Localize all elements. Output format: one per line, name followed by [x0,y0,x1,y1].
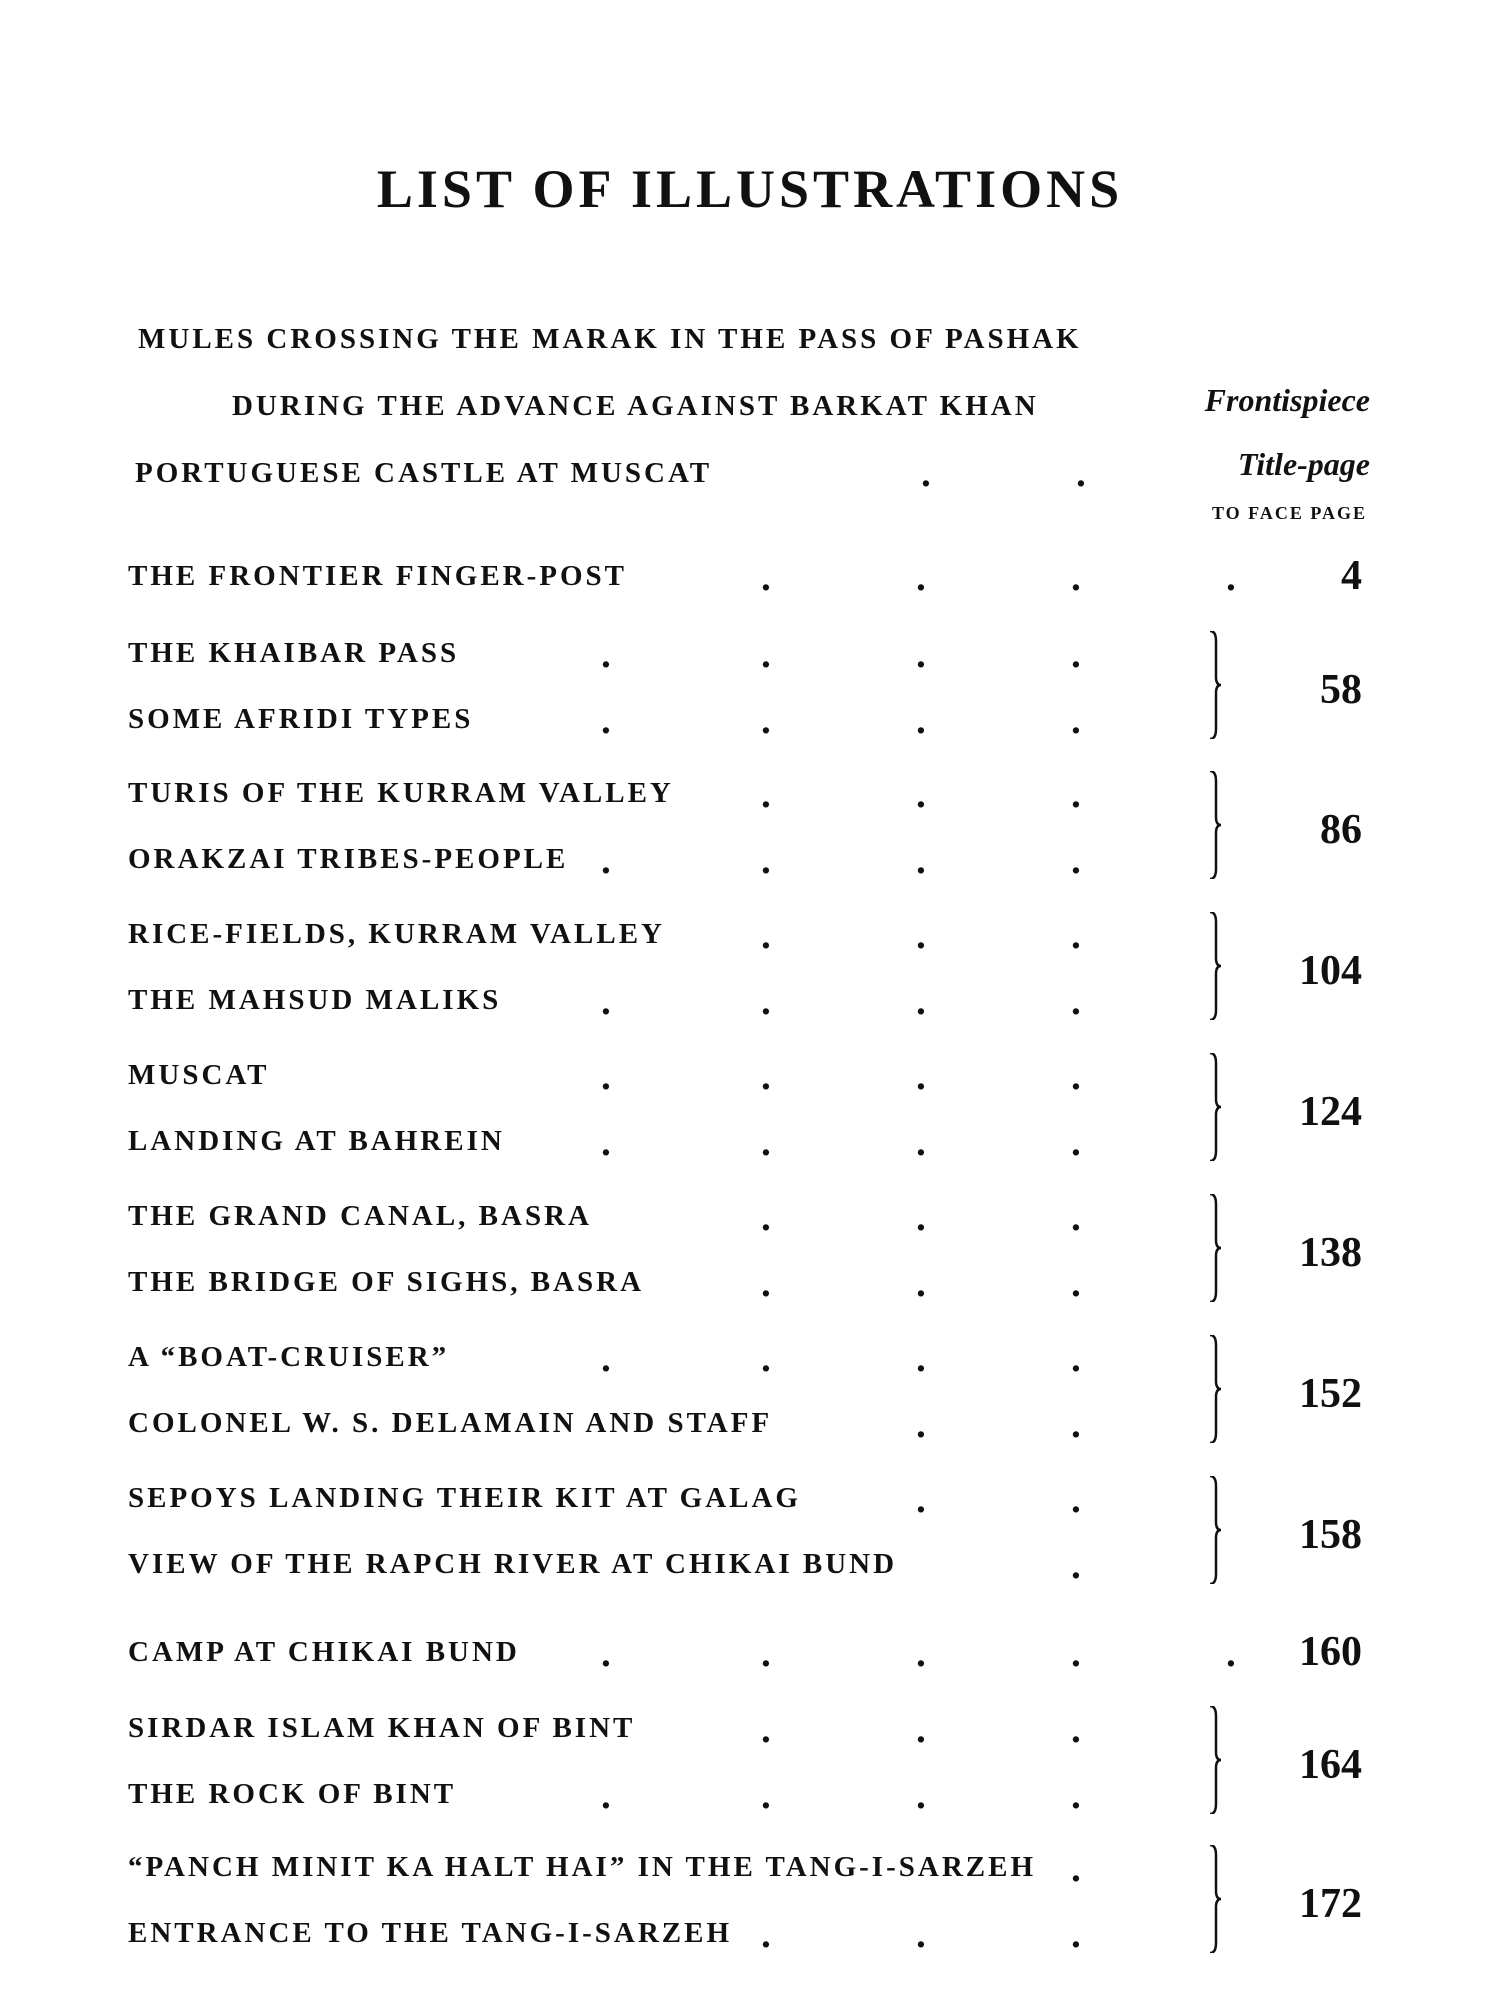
leader-dot: . [760,1265,772,1305]
illustration-caption: SEPOYS LANDING THEIR KIT AT GALAG [128,1482,801,1514]
leader-dot: . [600,1777,612,1817]
frontispiece-caption-line-1: MULES CROSSING THE MARAK IN THE PASS OF PASHAK [138,323,1082,355]
leader-dot: . [1070,702,1082,742]
leader-dot: . [915,1406,927,1446]
leader-dot: . [915,1265,927,1305]
illustration-caption: CAMP AT CHIKAI BUND [128,1636,520,1668]
page-number: 172 [1299,1881,1362,1927]
leader-dot: . [915,1711,927,1751]
leader-dot: . [1070,776,1082,816]
grouping-brace [1208,912,1222,1020]
leader-dot: . [760,983,772,1023]
leader-dot: . [1070,1340,1082,1380]
leader-dot: . [600,842,612,882]
leader-dot: . [1070,1481,1082,1521]
grouping-brace [1208,1335,1222,1443]
leader-dot: . [1070,1547,1082,1587]
leader-dot: . [915,842,927,882]
leader-dot: . [1070,1711,1082,1751]
illustration-caption: COLONEL W. S. DELAMAIN AND STAFF [128,1407,773,1439]
leader-dot: . [915,917,927,957]
leader-dot: . [760,1340,772,1380]
leader-dot: . [760,636,772,676]
titlepage-caption: PORTUGUESE CASTLE AT MUSCAT [135,457,713,489]
leader-dot: . [915,776,927,816]
grouping-brace [1208,1194,1222,1302]
leader-dot: . [1075,455,1087,495]
leader-dot: . [1070,1265,1082,1305]
leader-dot: . [1070,1916,1082,1956]
leader-dot: . [1070,1058,1082,1098]
leader-dot: . [915,636,927,676]
page-number: 158 [1299,1512,1362,1558]
face-page-header: TO FACE PAGE [1211,503,1367,523]
illustration-caption: THE ROCK OF BINT [128,1778,457,1810]
leader-dot: . [600,1635,612,1675]
grouping-brace [1208,1845,1222,1953]
leader-dot: . [600,1124,612,1164]
frontispiece-caption-line-2: DURING THE ADVANCE AGAINST BARKAT KHAN [232,390,1039,422]
page-number: 124 [1299,1089,1362,1135]
illustration-caption: VIEW OF THE RAPCH RIVER AT CHIKAI BUND [128,1548,898,1580]
leader-dot: . [760,917,772,957]
leader-dot: . [1070,1777,1082,1817]
page-number: 152 [1299,1371,1362,1417]
leader-dot: . [1070,1635,1082,1675]
leader-dot: . [600,636,612,676]
leader-dot: . [915,1916,927,1956]
leader-dot: . [760,1124,772,1164]
titlepage-label: Title-page [1237,446,1370,482]
leader-dot: . [760,559,772,599]
leader-dot: . [1070,1199,1082,1239]
leader-dot: . [915,559,927,599]
leader-dot: . [915,1058,927,1098]
leader-dot: . [915,1124,927,1164]
leader-dot: . [1070,1124,1082,1164]
leader-dot: . [915,702,927,742]
illustration-caption: SOME AFRIDI TYPES [128,703,474,735]
leader-dot: . [1225,559,1237,599]
leader-dot: . [760,1058,772,1098]
illustration-caption: A “BOAT-CRUISER” [128,1341,450,1373]
leader-dot: . [1070,1406,1082,1446]
page-number: 86 [1320,807,1362,853]
page-title: LIST OF ILLUSTRATIONS [376,159,1124,219]
leader-dot: . [915,1481,927,1521]
leader-dot: . [760,1199,772,1239]
illustration-caption: LANDING AT BAHREIN [128,1125,505,1157]
illustration-caption: SIRDAR ISLAM KHAN OF BINT [128,1712,636,1744]
leader-dot: . [760,1711,772,1751]
leader-dot: . [915,1340,927,1380]
grouping-brace [1208,771,1222,879]
leader-dot: . [600,1058,612,1098]
illustration-caption: ENTRANCE TO THE TANG-I-SARZEH [128,1917,733,1949]
page-number: 4 [1341,553,1362,599]
leader-dot: . [760,842,772,882]
page-number: 104 [1299,948,1362,994]
leader-dot: . [1070,1850,1082,1890]
leader-dot: . [760,1916,772,1956]
illustration-caption: MUSCAT [128,1059,270,1091]
page-number: 138 [1299,1230,1362,1276]
leader-dot: . [600,702,612,742]
leader-dot: . [915,1777,927,1817]
leader-dot: . [1070,917,1082,957]
grouping-brace [1208,1053,1222,1161]
leader-dot: . [760,1777,772,1817]
illustration-caption: RICE-FIELDS, KURRAM VALLEY [128,918,665,950]
illustration-caption: THE FRONTIER FINGER-POST [128,560,627,592]
leader-dot: . [1225,1635,1237,1675]
illustration-caption: “PANCH MINIT KA HALT HAI” IN THE TANG-I-SARZEH [128,1851,1037,1883]
page-number: 58 [1320,667,1362,713]
leader-dot: . [915,1635,927,1675]
leader-dot: . [760,1635,772,1675]
leader-dot: . [1070,636,1082,676]
leader-dot: . [920,455,932,495]
illustration-caption: THE GRAND CANAL, BASRA [128,1200,592,1232]
page-number: 164 [1299,1742,1362,1788]
leader-dot: . [1070,559,1082,599]
grouping-brace [1208,1476,1222,1584]
page-number: 160 [1299,1629,1362,1675]
illustration-caption: THE KHAIBAR PASS [128,637,460,669]
leader-dot: . [760,702,772,742]
illustration-caption: THE MAHSUD MALIKS [128,984,502,1016]
illustration-caption: THE BRIDGE OF SIGHS, BASRA [128,1266,645,1298]
grouping-brace [1208,631,1222,739]
frontispiece-label: Frontispiece [1204,382,1370,418]
leader-dot: . [760,776,772,816]
illustration-caption: ORAKZAI TRIBES-PEOPLE [128,843,569,875]
illustration-caption: TURIS OF THE KURRAM VALLEY [128,777,674,809]
leader-dot: . [915,1199,927,1239]
leader-dot: . [1070,842,1082,882]
leader-dot: . [915,983,927,1023]
leader-dot: . [1070,983,1082,1023]
grouping-brace [1208,1706,1222,1814]
leader-dot: . [600,983,612,1023]
leader-dot: . [600,1340,612,1380]
